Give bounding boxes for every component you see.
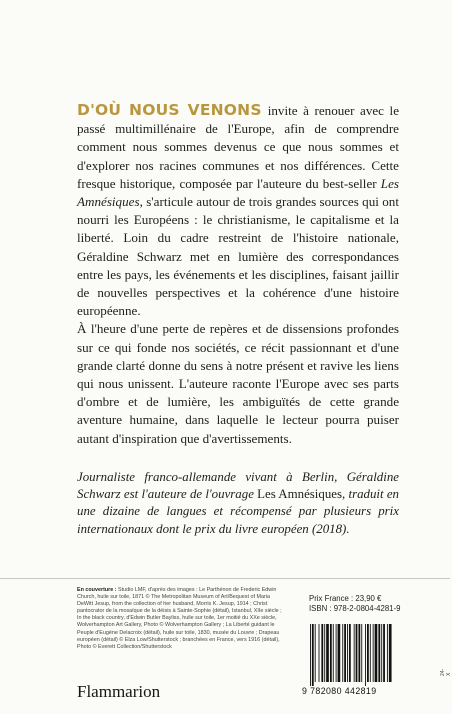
bio-text-rest: , traduit en une dizaine de langues et récompensé par plusieurs prix internationaux dont le prix du livre européen (2018). — [77, 487, 399, 536]
divider — [0, 578, 450, 579]
blurb-paragraph-1 — [77, 101, 399, 320]
bio-book-title: Les Amnésiques — [257, 487, 343, 502]
blurb-text-rest: , s'articule autour de trois grandes sources qui ont nourri les Européens : le christianisme, le capitalisme et la liberté. Loin du cadre restreint de l'histoire nationale, Géraldine Schwarz met en lumière des correspondances entre les pays, les événements et les disciplines, faisant jaillir de nouvelles perspectives et la cohérence d'une histoire européenne. — [77, 194, 399, 319]
blurb-paragraph-2: À l'heure d'une perte de repères et de dissensions profondes sur ce qui fonde nos sociétés, ce récit passionnant et d'une grande clarté donne du sens à notre présent et ravive les liens qui nous unissent. L'auteure raconte l'Europe avec ses parts d'ombre et de lumière, les ambiguïtés de cette grande aventure humaine, dans laquelle le lecteur pourra puiser autant d'inspiration que d'avertissements. — [77, 321, 399, 446]
isbn: ISBN : 978-2-0804-4281-9 — [309, 604, 401, 613]
cover-credits — [77, 587, 282, 651]
credits-heading: En couverture : — [77, 587, 117, 593]
book-title: D'OÙ NOUS VENONS — [77, 101, 262, 119]
author-bio — [77, 469, 399, 538]
barcode-icon — [309, 624, 419, 686]
price: Prix France : 23,90 € — [309, 594, 382, 603]
blurb-text: invite à renouer avec le passé multimillénaire de l'Europe, afin de comprendre comment nous sommes devenus ce que nous sommes et d'explorer nos racines communes et nos différences. Cette fresque historique, composée par l'auteure du best-seller — [77, 103, 400, 191]
barcode-number: 9 782080 442819 — [302, 686, 377, 696]
publisher-logo: Flammarion — [77, 682, 161, 701]
credits-text: Studio LMF, d'après des images : Le Parthénon de Frederic Edwin Church, huile sur toile, 1871 © The Metropolitan Museum of Art/Bequest of Maria DeWitt Jesup, from the collection of her husband, Morris K. Jesup, 1914 ; Christ pantocrator de la mosaïque de la déisis à Sainte-Sophie (détail), Istanbul, XIIe siècle ; In the black country, d'Edwin Butler Bayliss, huile sur toile, 1er moitié du XXe siècle, Wolverhampton Art Gallery, Photo © Wolverhampton Gallery ; La Liberté guidant le Peuple d'Eugène Delacroix (détail), huile sur toile, 1830, musée du Louvre ; Drapeau européen (détail) © Elza Low/Shutterstock ; branchées en France, vers 1916 (détail), Photo © Everett Collection/Shutterstock — [77, 587, 282, 650]
side-code: 24-X — [440, 668, 452, 676]
bio-text: Journaliste franco-allemande vivant à Berlin, Géraldine Schwarz est l'auteure de l'ouvrage — [77, 470, 399, 502]
price-block — [309, 594, 419, 614]
bestseller-title: Les Amnésiques — [77, 175, 399, 210]
back-cover-blurb — [77, 101, 399, 448]
